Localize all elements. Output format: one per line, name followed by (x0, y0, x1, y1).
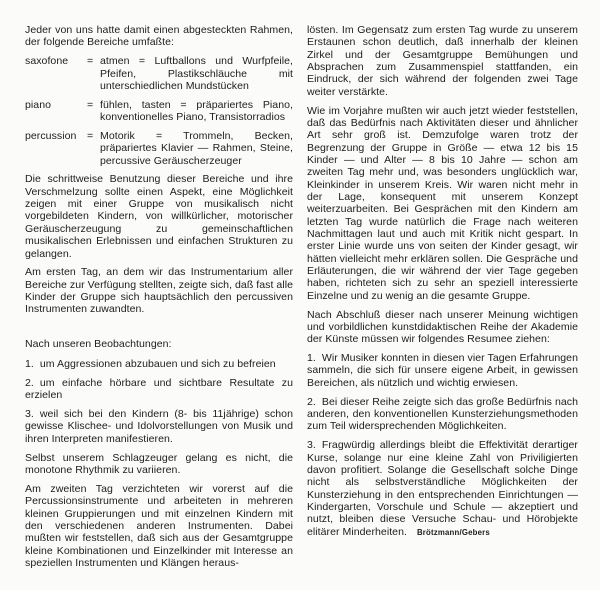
item-number: 3. (25, 408, 34, 421)
resume-item (307, 352, 578, 389)
paragraph: lösten. Im Gegensatz zum ersten Tag wurde zu unserem Erstaunen schon deutlich, daß innerhalb der kleinen Zirkel und der Gesamtgruppe Bemühungen und Absprachen zum Zusammenspiel stattfanden, ein Eindruck, der sich während der folgenden zwei Tage weiter verstärkte. (307, 24, 578, 98)
definition-text: atmen = Luftballons und Wurfpfeile, Pfeifen, Plastikschläuche mit unterschiedlichen Mundstücken (100, 55, 293, 92)
definition-row-saxofone (25, 55, 293, 92)
paragraph: Am ersten Tag, an dem wir das Instrumentarium aller Bereiche zur Verfügung stellten, zeigte sich, daß fast alle Kinder der Gruppe sich hauptsächlich den percussiven Instrumenten zuwandten. (25, 266, 293, 316)
definition-text: Motorik = Trommeln, Becken, präpariertes Klavier — Rahmen, Steine, percussive Geräuscherzeuger (100, 129, 293, 167)
author-credit: Brötzmann/Gebers (416, 527, 490, 537)
definition-row-piano (25, 99, 293, 124)
observation-item (25, 358, 293, 370)
item-text: weil sich bei den Kindern (8- bis 11jährige) schon gewisse Klischee- und Idolvorstellungen von Musik und ihren Interpreten manifestieren. (25, 408, 293, 445)
equals-sign: = (87, 129, 94, 142)
observation-item (25, 408, 293, 445)
item-text: Fragwürdig allerdings bleibt die Effektivität derartiger Kurse, solange nur eine kleine Zahl von Priviligierten davon profitiert. Solange die Gesellschaft solche Dinge nicht als selbstverständliche Möglichkeiten der Kunsterziehung in den entsprechenden Einrichtungen — Kindergarten, Vorschule und Schule — akzeptiert und nutzt, bleiben diese Versuche Schau- und Hörobjekte elitärer Minderheiten. (307, 439, 578, 538)
paragraph: Die schrittweise Benutzung dieser Bereiche und ihre Verschmelzung sollte einen Aspekt, eine Möglichkeit zeigen mit einer Gruppe von musikalisch nicht vorgebildeten Kindern, von willkürlicher, motorischer Geräuscherzeugung zu gemeinschaftlichen musikalischen Erlebnissen und einfachen Strukturen zu gelangen. (25, 173, 293, 260)
equals-sign: = (87, 55, 94, 68)
item-text: um Aggressionen abzubauen und sich zu befreien (39, 358, 276, 371)
intro-paragraph: Jeder von uns hatte damit einen abgesteckten Rahmen, der folgende Bereiche umfaßte: (25, 24, 293, 49)
resume-item (307, 396, 578, 433)
item-number: 1. (25, 358, 34, 371)
definition-term: percussion (25, 129, 77, 142)
observation-item (25, 377, 293, 402)
item-text: Wir Musiker konnten in diesen vier Tagen Erfahrungen sammeln, die sich für unsere eigene Arbeit, in gewissen Bereichen, als nützlich und wichtig erwiesen. (307, 352, 578, 389)
right-column (307, 24, 578, 576)
item-number: 1. (307, 352, 316, 365)
paragraph: Selbst unserem Schlagzeuger gelang es nicht, die monotone Rhythmik zu variieren. (25, 451, 293, 476)
two-column-text (25, 24, 582, 576)
observations-heading: Nach unseren Beobachtungen: (25, 337, 172, 350)
item-text: Bei dieser Reihe zeigte sich das große Bedürfnis nach anderen, den konventionellen Kunsterziehungsmethoden zum Teil widersprechenden Möglichkeiten. (307, 395, 578, 433)
item-number: 2. (25, 376, 34, 389)
left-column (25, 24, 293, 576)
paragraph: Wie im Vorjahre mußten wir auch jetzt wieder feststellen, daß das Bedürfnis nach Aktivitäten dieser und ähnlicher Art sehr groß ist. Demzufolge waren trotz der Begrenzung der Gruppe in Größe — etwa 12 bis 15 Kinder — und Alter — 8 bis 10 Jahre — schon am zweiten Tag mehr und, was besonders unglücklich war, Kleinkinder in unserem Kreis. Wir waren nicht mehr in der Lage, konsequent mit unserem Konzept weiterzuarbeiten. Bei Gesprächen mit den Kindern am letzten Tag wurde natürlich die Frage nach weiteren Nachmittagen laut und auch mit Kritik nicht gespart. In erster Linie wurde uns von seiten der Kinder gesagt, wir hätten vielleicht mehr erklären sollen. Die Gespräche und Erläuterungen, die wir während der vier Tage gegeben haben, richteten sich zu sehr an speziell interessierte Einzelne und zu wenig an die gesamte Gruppe. (307, 104, 578, 302)
paragraph: Am zweiten Tag verzichteten wir vorerst auf die Percussionsinstrumente und arbeiteten in mehreren kleinen Gruppierungen und mit einzelnen Kindern mit den verschiedenen anderen Instrumenten. Dabei mußten wir feststellen, daß sich aus der Gesamtgruppe kleine Kombinationen und Einzelkinder mit Interesse an speziellen Instrumenten und Klängen heraus- (25, 482, 293, 569)
item-text: um einfache hörbare und sichtbare Resultate zu erzielen (25, 376, 293, 402)
paragraph: Nach Abschluß dieser nach unserer Meinung wichtigen und vorbildlichen kunstdidaktischen Reihe der Akademie der Künste müssen wir folgendes Resumee ziehen: (307, 308, 578, 346)
definition-row-percussion (25, 130, 293, 167)
definition-term: saxofone (25, 55, 69, 68)
item-number: 3. (307, 439, 316, 452)
definition-term: piano (25, 98, 52, 111)
definition-text: fühlen, tasten = präpariertes Piano, konventionelles Piano, Transistorradios (100, 98, 293, 124)
item-number: 2. (307, 395, 316, 408)
equals-sign: = (87, 98, 94, 111)
resume-item-last (307, 439, 578, 539)
